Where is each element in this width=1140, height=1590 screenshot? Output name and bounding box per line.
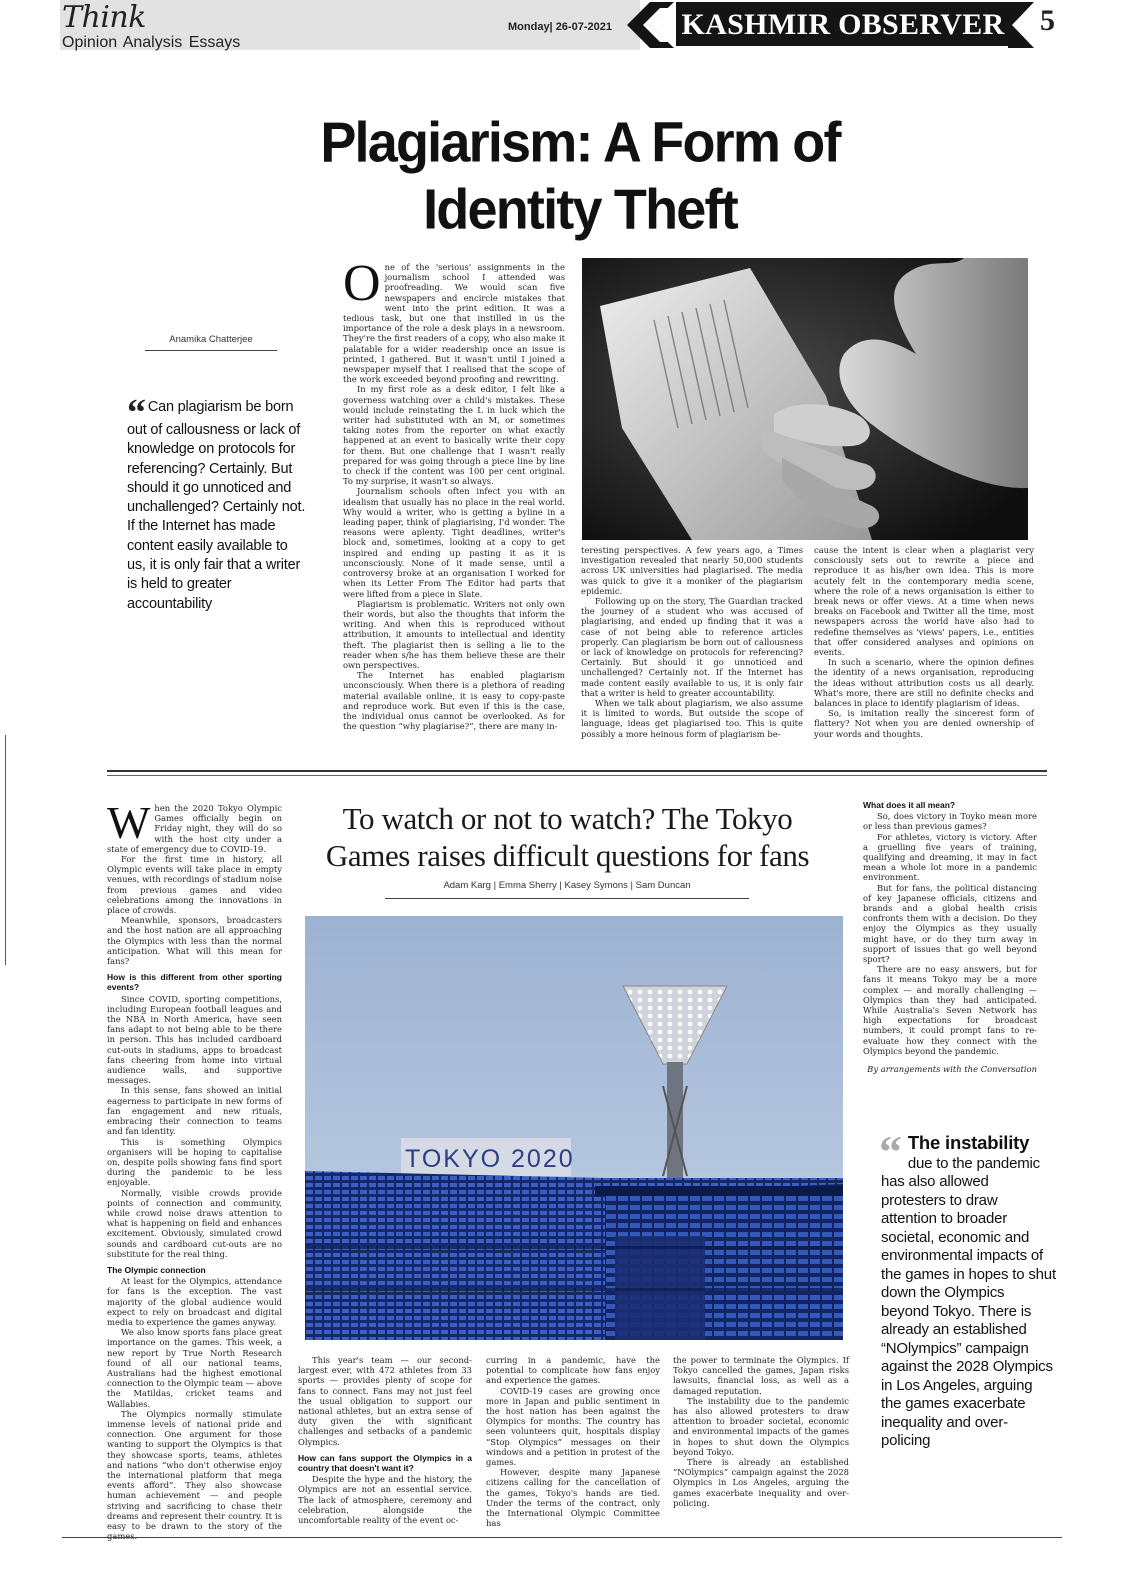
- article-paragraph: For athletes, victory is victory. After a gruelling five years of training, qualifying and dreaming, it may in fact mean a whole lot more in a pandemic environment.: [863, 831, 1037, 883]
- article-paragraph: curring in a pandemic, have the potential to complicate how fans enjoy and experience the games.: [486, 1355, 660, 1386]
- article-paragraph: In my first role as a desk editor, I felt like a governess watching over a child's mistakes. These would include reinstating the L in luck which the writer had substituted with an M, or sometimes taking notes from the reporter on what exactly happened at an event to basically write their copy for them. But one challenge that I wasn't really prepared for was going through a piece line by line to check if the content was 100 per cent original. To my surprise, it wasn't so always.: [343, 384, 565, 487]
- article-paragraph: There are no easy answers, but for fans it means Tokyo may be a more complex — and morally challenging — Olympics than they had anticipated. While Australia's Seven Network has high expectations for broadcast numbers, it could prompt fans to re-evaluate how they connect with the Olympics beyond the pandemic.: [863, 964, 1037, 1056]
- pull-quote-2: [879, 1126, 1056, 1451]
- article-column-2: [581, 545, 803, 739]
- article-headline: Plagiarism: A Form of Identity Theft: [320, 110, 840, 242]
- page-bottom-rule: [62, 1537, 1062, 1538]
- article-author: Anamika Chatterjee: [145, 334, 277, 351]
- section-divider-thin: [107, 775, 1047, 776]
- article-paragraph: COVID-19 cases are growing once more in Japan and public sentiment in the host nation has been against the Olympics for months. The country has seen volunteers quit, hospitals display “Stop Olympics” messages on their windows and a petition in protest of the games.: [486, 1385, 660, 1468]
- article-paragraph: Following up on the story, The Guardian tracked the journey of a student who was accused of plagiarising, and ended up finding that it was a case of not being able to reference articles properly. Can plagiarism be born out of callousness or lack of knowledge on protocols for referencing? Certainly. But should it go unnoticed and unchallenged? Certainly not. If the Internet has made content easily available to us, it is only fair that a writer is held to greater accountability.: [581, 596, 803, 698]
- article-column-1: [343, 255, 565, 732]
- masthead: KASHMIR OBSERVER: [676, 2, 1010, 46]
- article-paragraph: Normally, visible crowds provide points of connection and community, while crowd noise draws attention to what is happening on field and enhances excitement. Obviously, simulated crowd sounds and cardboard cut-outs are no substitute for the real thing.: [107, 1187, 282, 1259]
- margin-line: [5, 735, 6, 965]
- article-photo-tokyo-stadium: [305, 916, 843, 1340]
- page-number: 5: [1040, 4, 1055, 37]
- pull-quote-text: Can plagiarism be born out of callousness or lack of knowledge on protocols for referencing? Certainly. But should it go unnoticed and unchallenged? Certainly not. If the Internet has made content easily available to us, it is only fair that a writer is held to greater accountability: [127, 399, 306, 612]
- article-photo-hand-holding-paper: [582, 258, 1028, 540]
- article-paragraph: Journalism schools often infect you with an idealism that usually has no place in the real world. Why would a writer, who is getting a byline in a leading paper, think of plagiarising, I'd wonder. The reasons were aplenty. Tight deadlines, writer's block and, sometimes, looking at a copy to get inspired and ending up pasting it as it is unconsciously. None of it made sense, until a controversy broke at an organisation I worked for when its Letter From The Editor had parts that were lifted from a piece in Slate.: [343, 486, 565, 599]
- article-paragraph: We also know sports fans place great importance on the games. This week, a new report by True North Research found of all our national teams, Australians had the highest emotional connection to the Olympic team — above the Matildas, cricket teams and Wallabies.: [107, 1327, 282, 1409]
- article2-column-4: [673, 1355, 849, 1508]
- article2-column-2: [298, 1355, 472, 1525]
- article2-authors: Adam Karg | Emma Sherry | Kasey Symons | Sam Duncan: [385, 880, 749, 899]
- article-paragraph: When the 2020 Tokyo Olympic Games officially begin on Friday night, they will do so with the host city under a state of emergency due to COVID-19.: [107, 797, 282, 854]
- article-paragraph: But for fans, the political distancing of key Japanese officials, citizens and brands and a global health crisis confronts them with a decision. Do they enjoy the Olympics as they usually might have, or do they turn away in support of issues that go well beyond sport?: [863, 882, 1037, 965]
- article-paragraph: This year's team — our second-largest ever, with 472 athletes from 33 sports — provides plenty of scope for fans to connect. Fans may not just feel the usual obligation to support our national athletes, but an extra sense of duty given the with significant challenges and setbacks of a pandemic Olympics.: [298, 1355, 472, 1447]
- article2-column-5: [863, 800, 1037, 1074]
- article-paragraph: When we talk about plagiarism, we also assume it is limited to words. But outside the scope of language, ideas get plagiarised too. This is quite possibly a more heinous form of plagiarism be-: [581, 698, 803, 739]
- article-paragraph: At least for the Olympics, attendance for fans is the exception. The vast majority of the global audience would expect to rely on broadcast and digital media to experience the games anyway.: [107, 1276, 282, 1327]
- article-paragraph: However, despite many Japanese citizens calling for the cancellation of the games, Tokyo's hands are tied. Under the terms of the contract, only the International Olympic Committee has: [486, 1467, 660, 1529]
- article-paragraph: So, is imitation really the sincerest form of flattery? Not when you are denied ownership of your words and thoughts.: [814, 708, 1034, 739]
- article-paragraph: cause the intent is clear when a plagiarist very consciously sets out to rewrite a piece and reproduce it as his/her own idea. This is more acutely felt in the contemporary media scene, where the role of a news organisation is either to break news or offer views. At a time when news breaks on Facebook and Twitter all the time, most newspapers across the world have also had to redefine themselves as 'views' papers, i.e., entities that offer considered analyses and opinions on events.: [814, 545, 1034, 658]
- issue-date: Monday| 26-07-2021: [508, 21, 612, 33]
- article-column-3: [814, 545, 1034, 739]
- article-paragraph: Plagiarism is problematic. Writers not only own their words, but also the thoughts that inform the writing. And when this is reproduced without attribution, it amounts to intellectual and identity theft. The plagiarist then is selling a lie to the reader when s/he has them believe these are their own perspectives.: [343, 598, 565, 670]
- stadium-sign: TOKYO 2020: [405, 1145, 575, 1173]
- drop-cap: O: [343, 255, 381, 312]
- article-paragraph: One of the 'serious' assignments in the journalism school I attended was proofreading. We would scan five newspapers and encircle mistakes that went into the print edition. It was a tedious task, but one that instilled in us the importance of the role a desk plays in a newsroom. They're the first readers of a copy, who also make it palatable for a wider readership once an issue is printed, I gathered. But it wasn't until I joined a newspaper myself that I realised that the scope of the work exceeded beyond proofing and rewriting.: [343, 255, 565, 385]
- article-paragraph: Since COVID, sporting competitions, including European football leagues and the NBA in North America, have seen fans adapt to not being able to be there in person. This has included cardboard cut-outs in stadiums, apps to broadcast fans cheering from home into virtual audience walls, and supportive messages.: [107, 993, 282, 1086]
- attribution: By arrangements with the Conversation: [867, 1064, 1037, 1075]
- article-paragraph: The Olympics normally stimulate immense levels of national pride and connection. One argument for those wanting to support the Olympics is that they showcase sports, teams, athletes and nations “who don't otherwise enjoy the international platform that mega events afford”. They also showcase human achievement — and people striving and sacrificing to chase their dreams and represent their country. It is easy to be drawn to the story of the games.: [107, 1408, 282, 1542]
- article-paragraph: Despite the hype and the history, the Olympics are not an essential service. The lack of atmosphere, ceremony and celebration, alongside the uncomfortable reality of the event oc-: [298, 1474, 472, 1526]
- section-divider: [107, 770, 1047, 772]
- pull-quote-text: due to the pandemic has also allowed protesters to draw attention to broader societal, economic and environmental impacts of the games in hopes to shut down the Olympics beyond Tokyo. There is already an established “NOlympics” campaign against the 2028 Olympics in Los Angeles, arguing the games exacerbate inequality and over-policing: [881, 1154, 1056, 1449]
- article-paragraph: The Internet has enabled plagiarism unconsciously. When there is a plethora of reading material available online, it is easy to copy-paste and reproduce work. But even if this is the case, the individual onus cannot be overlooked. As for the question “why plagiarise?”, there are many in-: [343, 670, 565, 732]
- chevron-left-icon: [624, 2, 676, 48]
- pull-quote-lead: The instability: [907, 1132, 1030, 1153]
- article-paragraph: the power to terminate the Olympics. If Tokyo cancelled the games, Japan risks lawsuits, financial loss, as well as a damaged reputation.: [673, 1355, 849, 1396]
- chevron-right-icon: [1008, 2, 1038, 48]
- article-paragraph: There is already an established “NOlympics” campaign against the 2028 Olympics in Los Angeles, arguing the games exacerbate inequality and over-policing.: [673, 1457, 849, 1508]
- subheading: How can fans support the Olympics in a country that doesn't want it?: [298, 1452, 472, 1474]
- article-paragraph: For the first time in history, all Olympic events will take place in empty venues, with recordings of stadium noise from previous games and video celebrations among the innovations in place of crowds.: [107, 854, 282, 916]
- article-paragraph: The instability due to the pandemic has also allowed protesters to draw attention to broader societal, economic and environmental impacts of the games in hopes to shut down the Olympics beyond Tokyo.: [673, 1395, 849, 1457]
- article-paragraph: In this sense, fans showed an initial eagerness to participate in new forms of fan engagement and new rituals, embracing their connection to teams and fan identity.: [107, 1085, 282, 1137]
- article2-headline: To watch or not to watch? The Tokyo Games raises difficult questions for fans: [325, 801, 810, 873]
- quote-mark-icon: “: [127, 392, 146, 434]
- article2-column-3: [486, 1355, 660, 1528]
- section-subtitle: Opinion Analysis Essays: [62, 34, 241, 51]
- section-name: Think: [62, 0, 146, 35]
- article-paragraph: Meanwhile, sponsors, broadcasters and the host nation are all approaching the Olympics with less than the normal anticipation. What will this mean for fans?: [107, 915, 282, 967]
- article-paragraph: In such a scenario, where the opinion defines the identity of a news organisation, reproducing the ideas without attribution costs us all dearly. What's more, there are still no definite checks and balances in place to identify plagiarism of ideas.: [814, 657, 1034, 709]
- article-paragraph: This is something Olympics organisers will be hoping to capitalise on, despite polls showing fans find sport during the pandemic to be less enjoyable.: [107, 1136, 282, 1188]
- pull-quote: [127, 392, 309, 614]
- article2-column-1: [107, 797, 282, 1542]
- subheading: How is this different from other sporting events?: [107, 972, 282, 993]
- drop-cap: W: [107, 797, 151, 848]
- article-paragraph: So, does victory in Toyko mean more or less than previous games?: [863, 811, 1037, 832]
- subheading: What does it all mean?: [863, 800, 956, 810]
- article-paragraph: teresting perspectives. A few years ago, a Times investigation revealed that nearly 50,000 students across UK universities had plagiarised. The media was quick to give it a moniker of the plagiarism epidemic.: [581, 545, 803, 596]
- quote-mark-icon: “: [879, 1126, 902, 1177]
- subheading: The Olympic connection: [107, 1264, 206, 1275]
